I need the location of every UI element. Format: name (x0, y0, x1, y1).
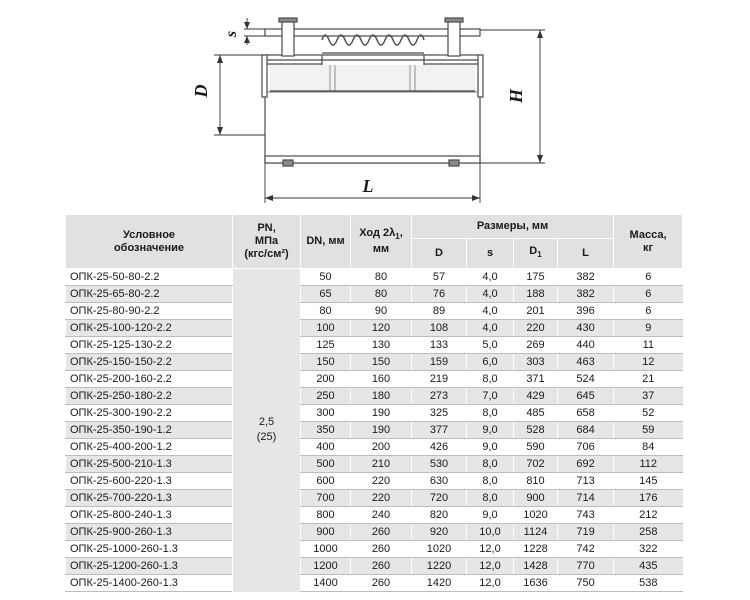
col-header-s: s (467, 239, 514, 269)
cell-stroke: 150 (351, 354, 412, 371)
table-row (66, 286, 683, 303)
cell-stroke: 210 (351, 456, 412, 473)
cell-mass: 21 (614, 371, 683, 388)
cell-L: 430 (558, 320, 614, 337)
cell-mass: 6 (614, 269, 683, 286)
cell-L: 719 (558, 524, 614, 541)
cell-mass: 11 (614, 337, 683, 354)
cell-D: 377 (412, 422, 467, 439)
table-row (66, 456, 683, 473)
cell-s: 8,0 (467, 490, 514, 507)
cell-D1: 702 (514, 456, 558, 473)
table-body (66, 269, 683, 592)
cell-dn: 200 (301, 371, 351, 388)
cell-D: 530 (412, 456, 467, 473)
cell-D: 108 (412, 320, 467, 337)
table-row (66, 405, 683, 422)
dim-label-H: H (506, 88, 526, 104)
cell-mass: 12 (614, 354, 683, 371)
table-row (66, 422, 683, 439)
cell-L: 382 (558, 269, 614, 286)
cell-stroke: 260 (351, 524, 412, 541)
cell-D1: 269 (514, 337, 558, 354)
cell-s: 12,0 (467, 541, 514, 558)
cell-mass: 145 (614, 473, 683, 490)
cell-D: 219 (412, 371, 467, 388)
cell-dn: 100 (301, 320, 351, 337)
cell-s: 8,0 (467, 473, 514, 490)
cell-stroke: 240 (351, 507, 412, 524)
table-row (66, 439, 683, 456)
cell-D1: 528 (514, 422, 558, 439)
cell-stroke: 190 (351, 405, 412, 422)
cell-D1: 303 (514, 354, 558, 371)
cell-D: 325 (412, 405, 467, 422)
cell-dn: 300 (301, 405, 351, 422)
compensator-drawing (0, 0, 750, 212)
cell-s: 6,0 (467, 354, 514, 371)
cell-D: 920 (412, 524, 467, 541)
cell-L: 396 (558, 303, 614, 320)
cell-stroke: 180 (351, 388, 412, 405)
cell-dn: 1000 (301, 541, 351, 558)
cell-dn: 700 (301, 490, 351, 507)
cell-s: 9,0 (467, 422, 514, 439)
cell-mass: 52 (614, 405, 683, 422)
cell-designation: ОПК-25-80-90-2.2 (66, 303, 233, 320)
cell-stroke: 80 (351, 269, 412, 286)
cell-designation: ОПК-25-250-180-2.2 (66, 388, 233, 405)
cell-D: 159 (412, 354, 467, 371)
cell-s: 12,0 (467, 558, 514, 575)
cell-D1: 485 (514, 405, 558, 422)
bottom-flange (265, 156, 480, 163)
cell-D1: 188 (514, 286, 558, 303)
cell-mass: 37 (614, 388, 683, 405)
cell-designation: ОПК-25-900-260-1.3 (66, 524, 233, 541)
cell-dn: 50 (301, 269, 351, 286)
cell-D1: 1228 (514, 541, 558, 558)
cell-L: 713 (558, 473, 614, 490)
cell-pn: 2,5 (25) (233, 269, 301, 592)
cell-designation: ОПК-25-800-240-1.3 (66, 507, 233, 524)
cell-stroke: 200 (351, 439, 412, 456)
cell-designation: ОПК-25-400-200-1.2 (66, 439, 233, 456)
cell-D: 426 (412, 439, 467, 456)
col-header-pn: PN, МПа (кгс/см²) (233, 215, 301, 269)
cell-s: 9,0 (467, 439, 514, 456)
cell-designation: ОПК-25-1000-260-1.3 (66, 541, 233, 558)
cell-L: 382 (558, 286, 614, 303)
cell-dn: 1400 (301, 575, 351, 592)
cell-designation: ОПК-25-150-150-2.2 (66, 354, 233, 371)
cell-D1: 900 (514, 490, 558, 507)
cell-designation: ОПК-25-65-80-2.2 (66, 286, 233, 303)
cell-D: 273 (412, 388, 467, 405)
cell-s: 12,0 (467, 575, 514, 592)
table-row (66, 320, 683, 337)
cell-D1: 175 (514, 269, 558, 286)
cell-L: 658 (558, 405, 614, 422)
cell-mass: 84 (614, 439, 683, 456)
col-header-designation: Условное обозначение (66, 215, 233, 269)
cell-D: 89 (412, 303, 467, 320)
cell-dn: 400 (301, 439, 351, 456)
tie-rod-left (282, 20, 294, 56)
table-row (66, 575, 683, 592)
cell-D1: 201 (514, 303, 558, 320)
cell-s: 4,0 (467, 320, 514, 337)
cell-s: 7,0 (467, 388, 514, 405)
cell-stroke: 220 (351, 490, 412, 507)
cell-dn: 900 (301, 524, 351, 541)
cell-mass: 258 (614, 524, 683, 541)
table-row (66, 541, 683, 558)
cell-D1: 590 (514, 439, 558, 456)
table-row (66, 303, 683, 320)
cell-designation: ОПК-25-125-130-2.2 (66, 337, 233, 354)
table-row (66, 524, 683, 541)
cell-L: 524 (558, 371, 614, 388)
cell-designation: ОПК-25-200-160-2.2 (66, 371, 233, 388)
cell-dn: 125 (301, 337, 351, 354)
cell-dn: 500 (301, 456, 351, 473)
cell-mass: 112 (614, 456, 683, 473)
cell-D1: 220 (514, 320, 558, 337)
col-header-mass: Масса, кг (614, 215, 683, 269)
cell-s: 5,0 (467, 337, 514, 354)
cell-designation: ОПК-25-300-190-2.2 (66, 405, 233, 422)
cell-D1: 1636 (514, 575, 558, 592)
cell-stroke: 120 (351, 320, 412, 337)
cell-dn: 250 (301, 388, 351, 405)
dim-label-D: D (191, 84, 211, 98)
cell-D: 1420 (412, 575, 467, 592)
cell-s: 9,0 (467, 507, 514, 524)
col-header-stroke: Ход $2\lambda_1$, мм (351, 215, 412, 269)
cell-designation: ОПК-25-600-220-1.3 (66, 473, 233, 490)
cell-D1: 810 (514, 473, 558, 490)
cell-mass: 9 (614, 320, 683, 337)
cell-D1: 1020 (514, 507, 558, 524)
cell-L: 692 (558, 456, 614, 473)
cell-L: 684 (558, 422, 614, 439)
cell-s: 4,0 (467, 303, 514, 320)
cell-s: 8,0 (467, 371, 514, 388)
cell-stroke: 90 (351, 303, 412, 320)
cell-designation: ОПК-25-700-220-1.3 (66, 490, 233, 507)
col-header-dimensions: Размеры, мм (412, 215, 614, 239)
cell-D: 820 (412, 507, 467, 524)
table-row (66, 473, 683, 490)
cell-designation: ОПК-25-500-210-1.3 (66, 456, 233, 473)
cell-mass: 6 (614, 303, 683, 320)
cell-s: 8,0 (467, 405, 514, 422)
cell-D1: 371 (514, 371, 558, 388)
cell-stroke: 220 (351, 473, 412, 490)
cell-L: 742 (558, 541, 614, 558)
cell-D: 1220 (412, 558, 467, 575)
cell-L: 645 (558, 388, 614, 405)
cell-L: 463 (558, 354, 614, 371)
cell-dn: 350 (301, 422, 351, 439)
cell-L: 440 (558, 337, 614, 354)
cell-D: 57 (412, 269, 467, 286)
cell-D: 1020 (412, 541, 467, 558)
cell-D: 76 (412, 286, 467, 303)
cell-D1: 1124 (514, 524, 558, 541)
cell-designation: ОПК-25-100-120-2.2 (66, 320, 233, 337)
cell-L: 714 (558, 490, 614, 507)
table-row (66, 337, 683, 354)
cell-D: 630 (412, 473, 467, 490)
col-header-D1: $D_1$ (514, 239, 558, 269)
cell-L: 706 (558, 439, 614, 456)
cell-stroke: 260 (351, 558, 412, 575)
dim-label-s: s (223, 30, 240, 38)
cell-L: 750 (558, 575, 614, 592)
cell-mass: 59 (614, 422, 683, 439)
cell-mass: 435 (614, 558, 683, 575)
cell-D1: 429 (514, 388, 558, 405)
cell-s: 4,0 (467, 269, 514, 286)
col-header-L: L (558, 239, 614, 269)
cell-s: 10,0 (467, 524, 514, 541)
cell-dn: 600 (301, 473, 351, 490)
cell-stroke: 190 (351, 422, 412, 439)
cell-mass: 538 (614, 575, 683, 592)
cell-stroke: 80 (351, 286, 412, 303)
cell-stroke: 260 (351, 541, 412, 558)
col-header-dn: DN, мм (301, 215, 351, 269)
cell-stroke: 260 (351, 575, 412, 592)
table-row (66, 354, 683, 371)
cell-mass: 6 (614, 286, 683, 303)
cell-L: 743 (558, 507, 614, 524)
cell-mass: 176 (614, 490, 683, 507)
col-header-D: D (412, 239, 467, 269)
tie-rod-right (448, 20, 460, 56)
cell-D1: 1428 (514, 558, 558, 575)
cell-D: 720 (412, 490, 467, 507)
cell-designation: ОПК-25-50-80-2.2 (66, 269, 233, 286)
cell-dn: 1200 (301, 558, 351, 575)
cell-dn: 80 (301, 303, 351, 320)
table-row (66, 371, 683, 388)
cell-mass: 322 (614, 541, 683, 558)
cell-designation: ОПК-25-1400-260-1.3 (66, 575, 233, 592)
cell-s: 4,0 (467, 286, 514, 303)
table-row (66, 558, 683, 575)
cell-dn: 150 (301, 354, 351, 371)
specification-table (65, 214, 683, 592)
cell-mass: 212 (614, 507, 683, 524)
cell-designation: ОПК-25-1200-260-1.3 (66, 558, 233, 575)
cell-stroke: 160 (351, 371, 412, 388)
cell-designation: ОПК-25-350-190-1.2 (66, 422, 233, 439)
dim-label-L: L (362, 176, 374, 196)
table-row (66, 507, 683, 524)
cell-D: 133 (412, 337, 467, 354)
cell-s: 8,0 (467, 456, 514, 473)
cell-L: 770 (558, 558, 614, 575)
cell-dn: 65 (301, 286, 351, 303)
table-row (66, 388, 683, 405)
table-row (66, 490, 683, 507)
cell-stroke: 130 (351, 337, 412, 354)
table-row (66, 269, 683, 286)
cell-dn: 800 (301, 507, 351, 524)
